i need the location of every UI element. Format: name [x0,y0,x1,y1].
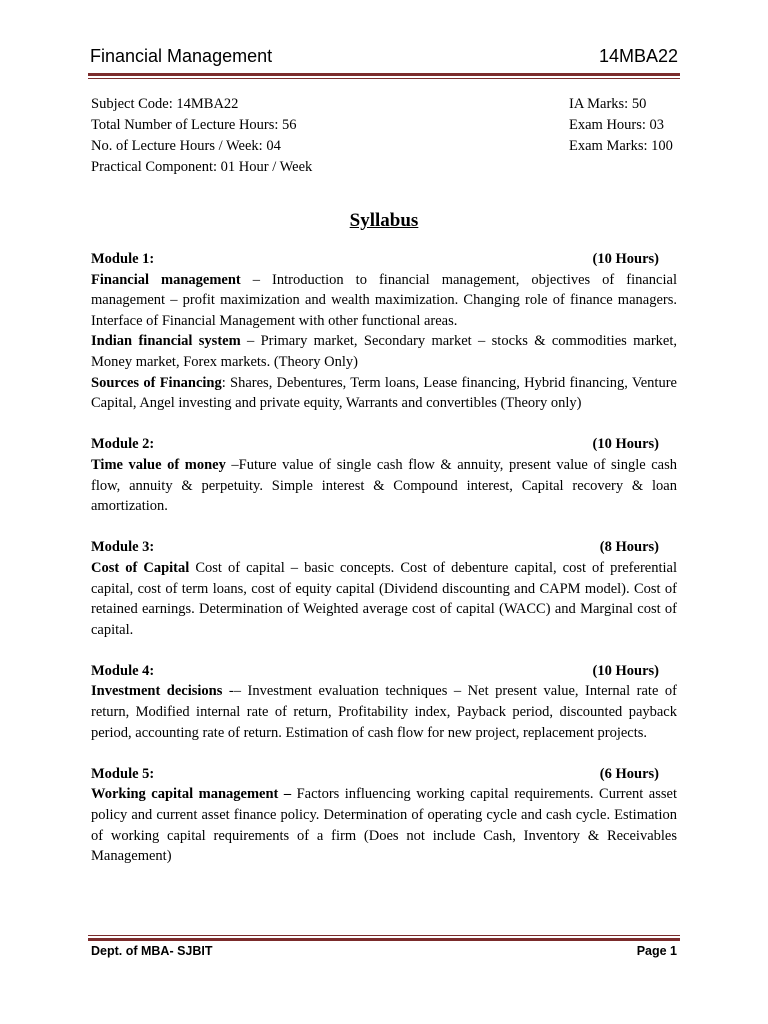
module-1 [91,249,677,414]
module-hours: (8 Hours) [599,539,659,556]
topic-text: – Introduction to financial management, objectives of financial management – profit maximization and wealth maximization. Changing role of finance managers. Interface of Financial Management with other functional areas. [91,271,677,329]
module-hours: (6 Hours) [599,765,659,782]
header-course-title: Financial Management [90,46,273,66]
module-heading [91,434,677,455]
module-name: Module 2: [91,436,155,453]
exam-marks: Exam Marks: 100 [569,138,673,154]
footer-rule [88,935,680,941]
topic-title: Working capital management – [91,786,292,803]
practical-component: Practical Component: 01 Hour / Week [91,159,313,175]
syllabus-title: Syllabus [349,210,419,231]
topic-text: –Future value of single cash flow & annuity, present value of single cash flow, annuity & perpetuity. Simple interest & Compound interest, Capital recovery & loan amortization. [91,456,677,515]
module-heading [91,537,677,558]
subject-code: Subject Code: 14MBA22 [91,96,239,112]
module-paragraph [91,784,677,866]
module-hours: (10 Hours) [592,436,659,453]
course-meta [91,94,677,178]
topic-title: Cost of Capital [91,559,190,576]
module-4 [91,661,677,743]
topic-title: Sources of Financing [91,374,222,391]
topic-title: Investment decisions [91,683,223,700]
header-course-code: 14MBA22 [598,46,678,66]
course-meta-right [569,94,677,178]
module-paragraph [91,558,677,640]
module-paragraph [91,270,677,332]
page-header [90,46,678,67]
syllabus-content [91,249,677,887]
topic-text: -– Investment evaluation techniques – Net present value, Internal rate of return, Modified internal rate of return, Profitability index, Payback period, discounted payback period, accounting rate of return. Estimation of cash flow for new project, replacement projects. [91,683,677,741]
module-name: Module 1: [91,251,155,267]
topic-text: – Primary market, Secondary market – stocks & commodities market, Money market, Forex markets. (Theory Only) [91,333,677,370]
module-heading [91,249,677,270]
module-2 [91,434,677,516]
module-hours: (10 Hours) [592,662,659,679]
lecture-hours-per-week: No. of Lecture Hours / Week: 04 [91,138,281,154]
topic-text: Factors influencing working capital requirements. Current asset policy and current asset finance policy. Determination of operating cycle and cash cycle. Estimation of working capital requirements of a firm (Does not include Cash, Inventory & Receivables Management) [91,786,677,865]
page-footer [91,944,677,958]
ia-marks: IA Marks: 50 [569,96,647,112]
header-rule [88,73,680,79]
topic-title: Financial management [91,271,241,288]
page-number: Page 1 [636,944,677,958]
module-heading [91,661,677,682]
module-heading [91,764,677,785]
topic-text: : Shares, Debentures, Term loans, Lease financing, Hybrid financing, Venture Capital, Angel investing and private equity, Warrants and convertibles (Theory only) [91,374,677,412]
module-paragraph [91,681,677,743]
module-paragraph [91,373,677,414]
module-5 [91,764,677,867]
module-name: Module 4: [91,662,155,679]
module-paragraph [91,331,677,372]
course-meta-left [91,94,312,178]
total-lecture-hours: Total Number of Lecture Hours: 56 [91,117,297,133]
module-paragraph [91,455,677,517]
module-hours: (10 Hours) [592,251,659,267]
module-3 [91,537,677,640]
topic-title: Indian financial system [91,333,241,350]
topic-text: Cost of capital – basic concepts. Cost of debenture capital, cost of preferential capital, cost of term loans, cost of equity capital (Dividend discounting and CAPM model). Cost of retained earnings. Determination of Weighted average cost of capital (WACC) and Marginal cost of capital. [91,559,677,638]
footer-department: Dept. of MBA- SJBIT [91,944,213,958]
module-name: Module 5: [91,765,155,782]
module-name: Module 3: [91,539,155,556]
exam-hours: Exam Hours: 03 [569,117,665,133]
topic-title: Time value of money [91,456,226,473]
